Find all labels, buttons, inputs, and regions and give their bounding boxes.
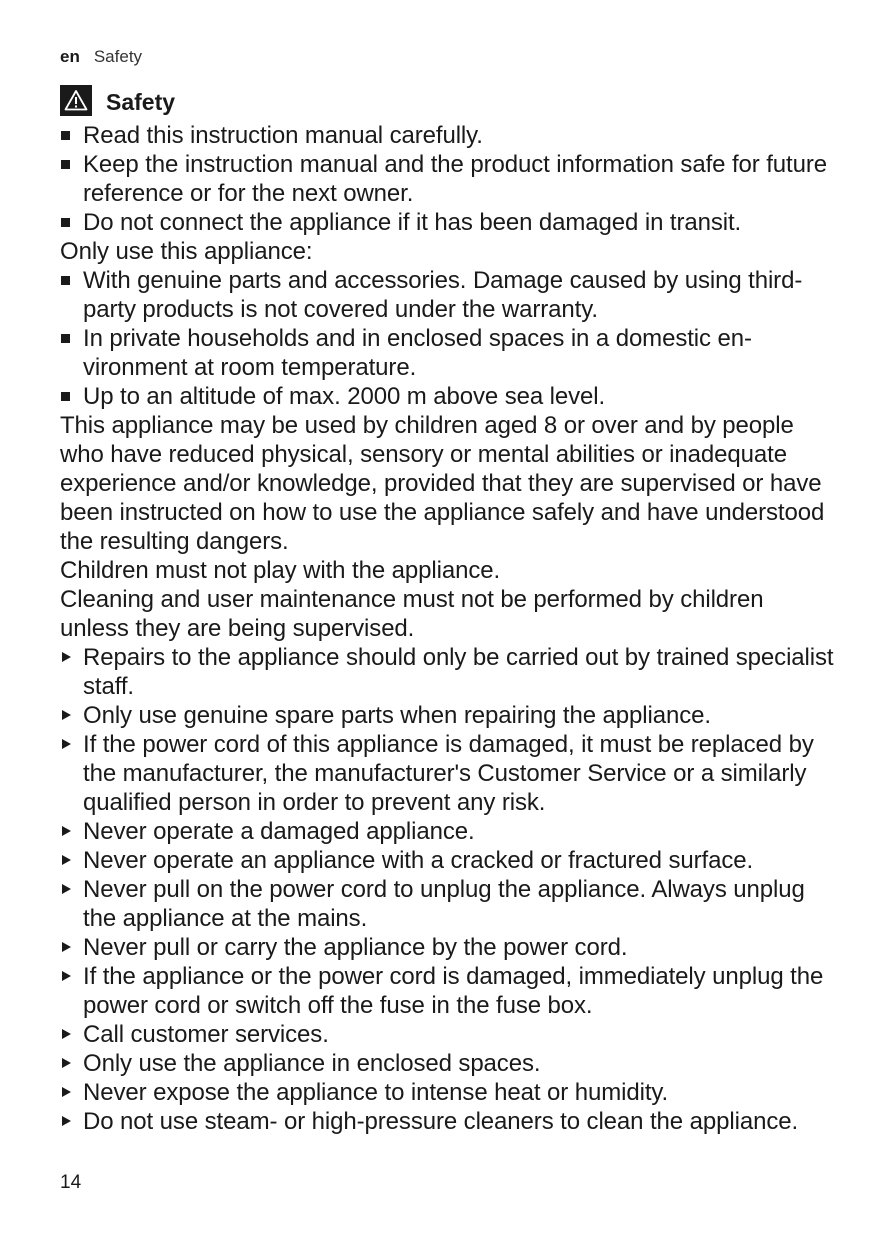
square-bullet-icon <box>60 324 83 353</box>
action-item-text: Never pull on the power cord to unplug the appliance. Always unplug the appliance at the mains. <box>83 876 805 932</box>
running-section-title: Safety <box>93 47 143 66</box>
action-item <box>60 962 835 1020</box>
list-item <box>60 121 835 150</box>
action-item <box>60 1107 835 1136</box>
page-number: 14 <box>60 1172 82 1193</box>
section-heading <box>60 84 175 116</box>
action-item <box>60 1020 835 1049</box>
action-item <box>60 643 835 701</box>
action-item <box>60 730 835 817</box>
square-bullet-icon <box>60 266 83 295</box>
list-item-text: Keep the instruction manual and the product information safe for future reference or for the next owner. <box>83 151 828 207</box>
action-item-text: If the appliance or the power cord is damaged, immediately unplug the power cord or switch off the fuse in the fuse box. <box>83 963 824 1019</box>
cleaning-paragraph: Cleaning and user maintenance must not be performed by children unless they are being supervised. <box>60 586 764 642</box>
action-list <box>60 643 835 1136</box>
action-item <box>60 1078 835 1107</box>
action-item <box>60 933 835 962</box>
list-item <box>60 266 835 324</box>
running-header <box>60 47 142 67</box>
warning-triangle-icon <box>60 85 92 116</box>
action-item-text: Do not use steam- or high-pressure cleaners to clean the appliance. <box>83 1108 799 1135</box>
arrow-bullet-icon <box>60 1078 83 1107</box>
arrow-bullet-icon <box>60 962 83 991</box>
usage-bullet-list <box>60 266 835 411</box>
only-use-label: Only use this appliance: <box>60 238 313 265</box>
safety-content <box>60 121 835 1136</box>
action-item-text: Only use the appliance in enclosed spaces. <box>83 1050 541 1077</box>
action-item <box>60 817 835 846</box>
list-item-text: Read this instruction manual carefully. <box>83 122 483 149</box>
action-item-text: Only use genuine spare parts when repairing the appliance. <box>83 702 711 729</box>
list-item-text: Up to an altitude of max. 2000 m above sea level. <box>83 383 606 410</box>
arrow-bullet-icon <box>60 875 83 904</box>
action-item-text: Never pull or carry the appliance by the power cord. <box>83 934 628 961</box>
arrow-bullet-icon <box>60 817 83 846</box>
action-item-text: Never expose the appliance to intense heat or humidity. <box>83 1079 669 1106</box>
action-item <box>60 846 835 875</box>
list-item-text: Do not connect the appliance if it has been damaged in transit. <box>83 209 742 236</box>
action-item <box>60 875 835 933</box>
action-item <box>60 701 835 730</box>
arrow-bullet-icon <box>60 1049 83 1078</box>
list-item <box>60 150 835 208</box>
action-item-text: Never operate a damaged appliance. <box>83 818 475 845</box>
general-bullet-list <box>60 121 835 237</box>
arrow-bullet-icon <box>60 846 83 875</box>
arrow-bullet-icon <box>60 701 83 730</box>
action-item-text: Never operate an appliance with a cracked or fractured surface. <box>83 847 754 874</box>
action-item-text: Call customer services. <box>83 1021 329 1048</box>
arrow-bullet-icon <box>60 1107 83 1136</box>
language-code: en <box>60 47 80 66</box>
list-item-text: With genuine parts and accessories. Damage caused by using third-party products is not covered under the warranty. <box>83 267 803 323</box>
action-item-text: If the power cord of this appliance is damaged, it must be replaced by the manufacturer, the manufacturer's Customer Service or a similarly qualified person in order to prevent any risk. <box>83 731 814 816</box>
arrow-bullet-icon <box>60 643 83 672</box>
action-item <box>60 1049 835 1078</box>
list-item <box>60 382 835 411</box>
list-item <box>60 324 835 382</box>
arrow-bullet-icon <box>60 730 83 759</box>
children-play-paragraph: Children must not play with the appliance. <box>60 557 501 584</box>
arrow-bullet-icon <box>60 1020 83 1049</box>
action-item-text: Repairs to the appliance should only be carried out by trained specialist staff. <box>83 644 834 700</box>
square-bullet-icon <box>60 382 83 411</box>
square-bullet-icon <box>60 150 83 179</box>
arrow-bullet-icon <box>60 933 83 962</box>
section-title: Safety <box>106 89 176 115</box>
square-bullet-icon <box>60 208 83 237</box>
list-item-text: In private households and in enclosed spaces in a domestic environment at room temperature. <box>83 325 752 381</box>
children-usage-paragraph: This appliance may be used by children aged 8 or over and by people who have reduced physical, sensory or mental abilities or inadequate experience and/or knowledge, provided that they are supervised or have been instructed on how to use the appliance safely and have understood the resulting dangers. <box>60 412 825 555</box>
square-bullet-icon <box>60 121 83 150</box>
list-item <box>60 208 835 237</box>
